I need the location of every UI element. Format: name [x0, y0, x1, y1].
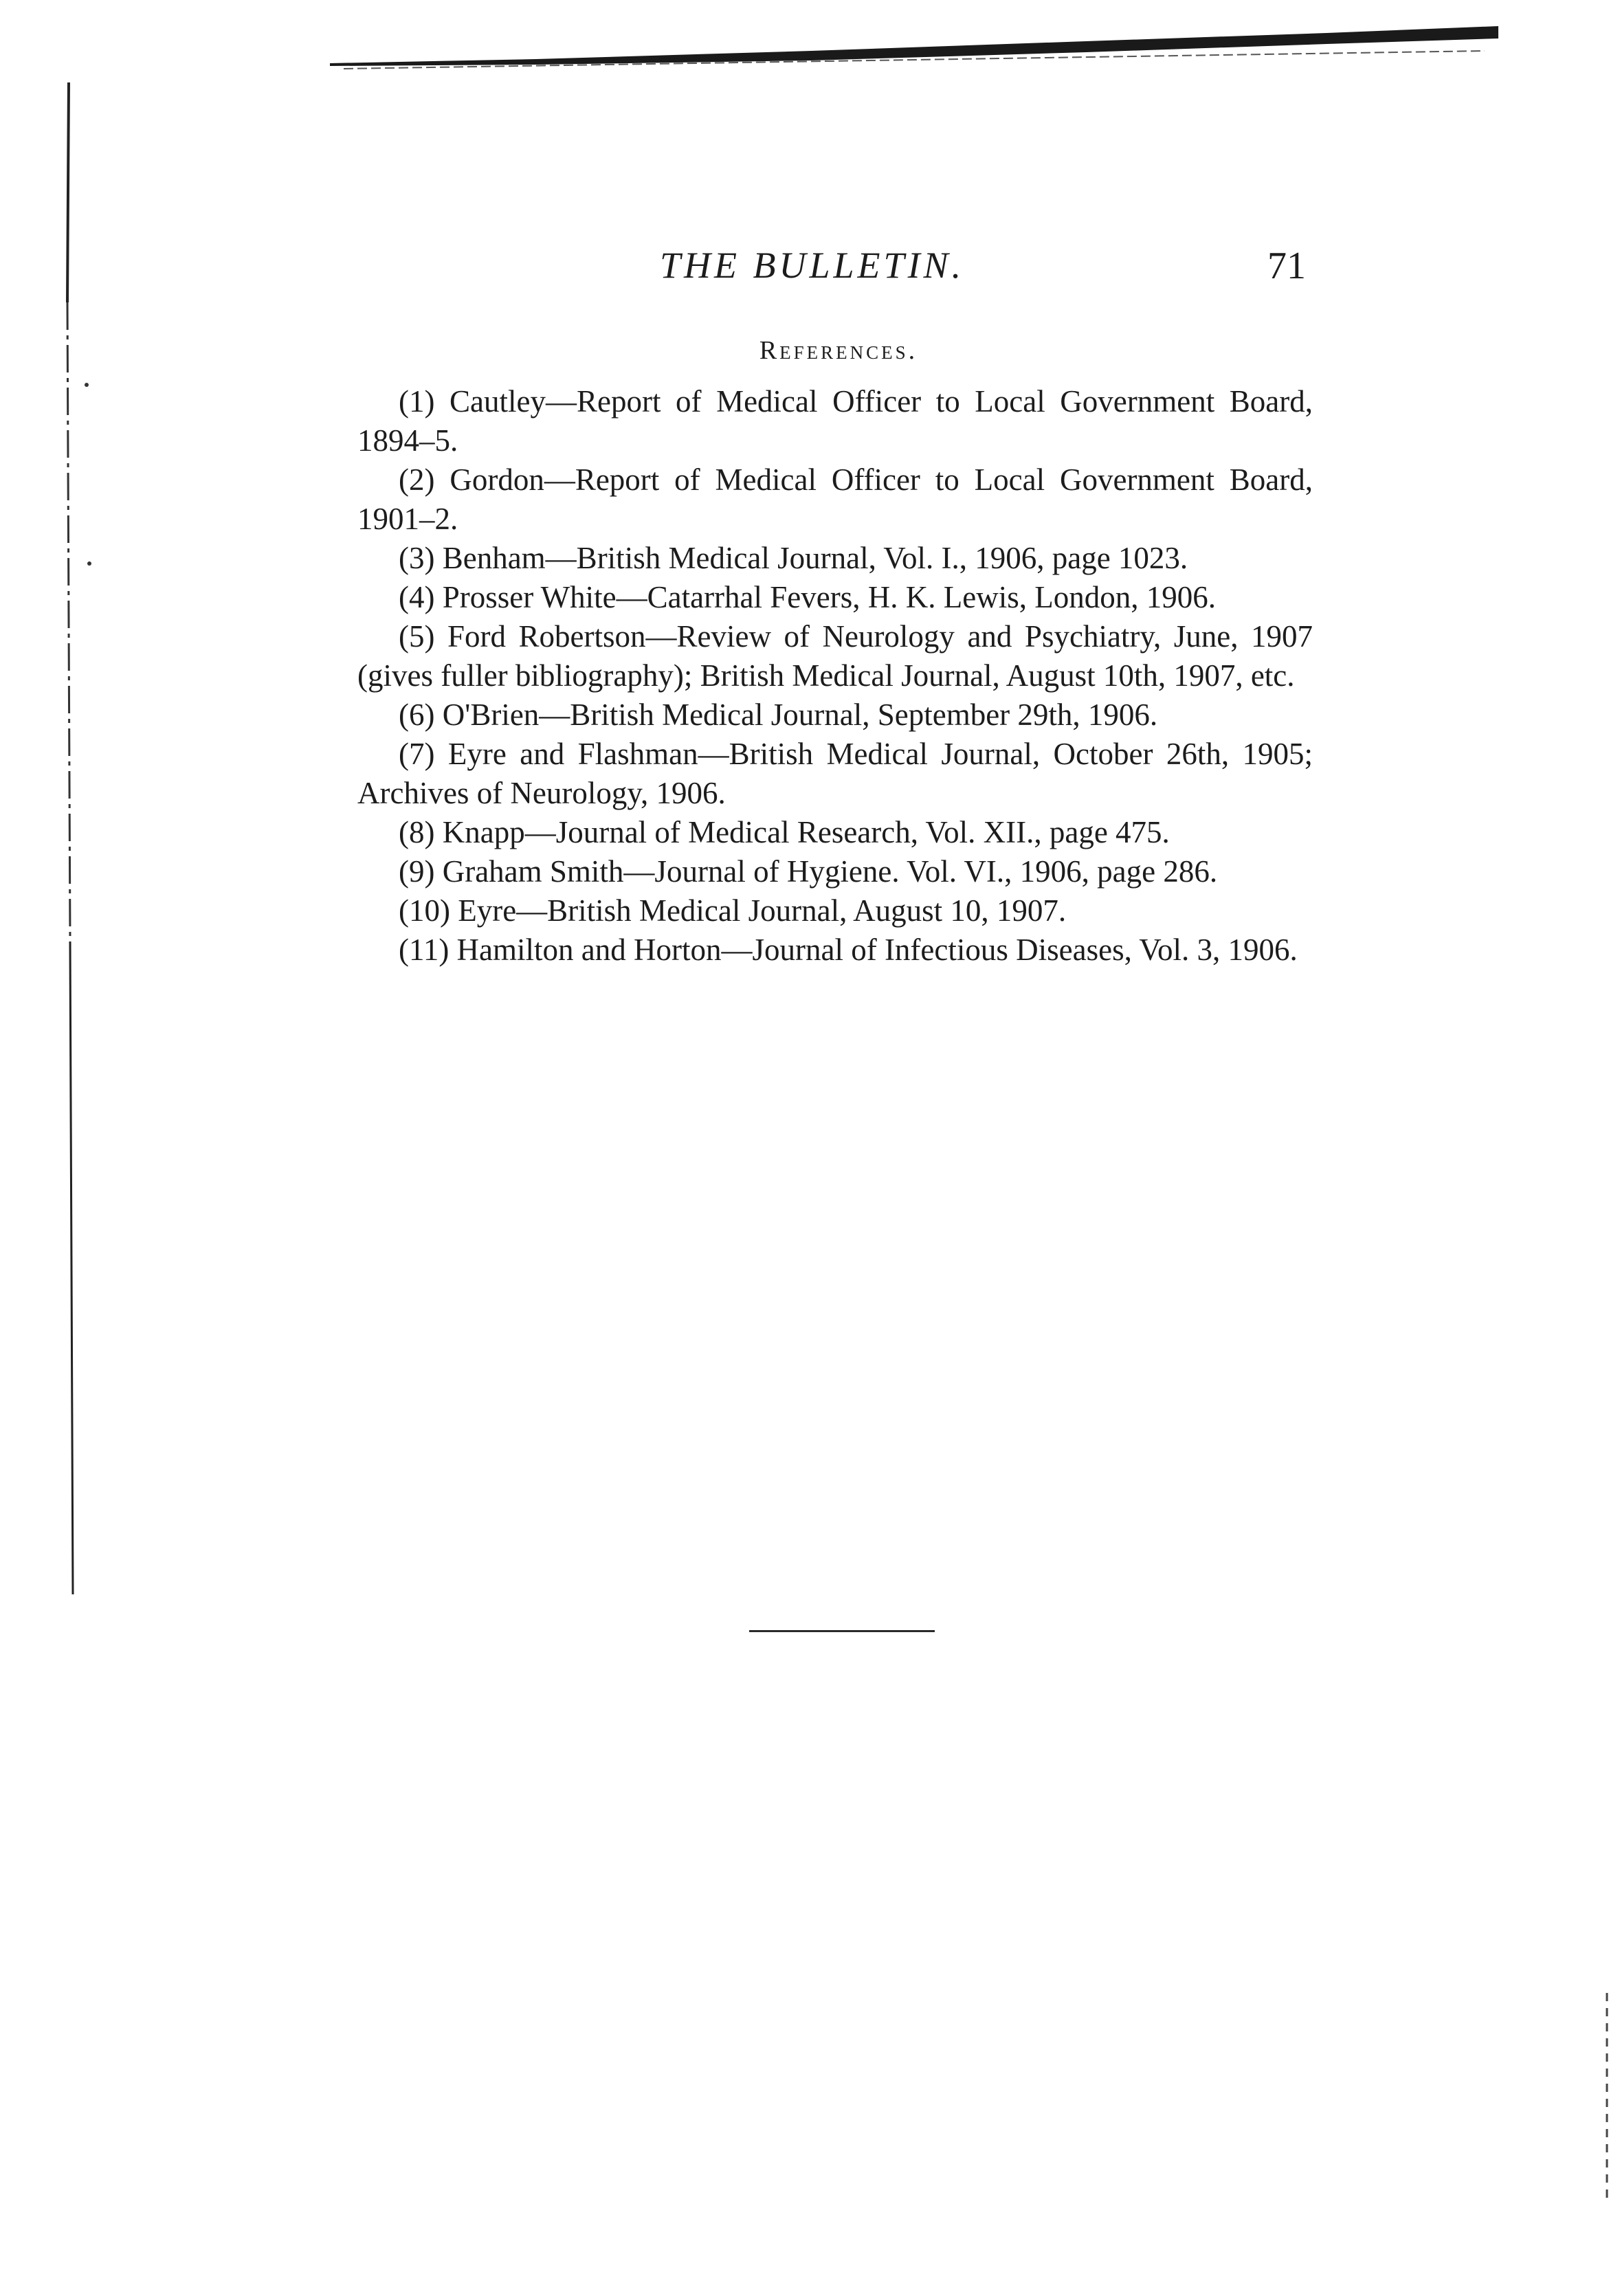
reference-item: (11) Hamilton and Horton—Journal of Infectious Diseases, Vol. 3, 1906. [399, 933, 1298, 967]
running-title: THE BULLETIN. [660, 245, 965, 286]
page-number: 71 [1267, 245, 1306, 287]
reference-item: (8) Knapp—Journal of Medical Research, Vol. XII., page 475. [399, 815, 1170, 849]
reference-item: (5) Ford Robertson—Review of Neurology and Psychiatry, June, 1907 (gives fuller bibliography); British Medical Journal, August 10th, 1907, etc. [357, 619, 1313, 693]
reference-item: (7) Eyre and Flashman—British Medical Journal, October 26th, 1905; Archives of Neurology, 1906. [357, 737, 1313, 810]
section-heading: References. [759, 336, 918, 365]
running-head [357, 244, 1320, 299]
scan-edge-right [1601, 1993, 1615, 2199]
reference-item: (10) Eyre—British Medical Journal, August 10, 1907. [399, 893, 1067, 928]
end-rule-divider [749, 1630, 935, 1632]
reference-list [357, 382, 1313, 970]
reference-item: (2) Gordon—Report of Medical Officer to Local Government Board, 1901–2. [357, 462, 1313, 536]
reference-item: (9) Graham Smith—Journal of Hygiene. Vol. VI., 1906, page 286. [399, 854, 1218, 889]
scan-edge-top [330, 23, 1498, 71]
reference-item: (6) O'Brien—British Medical Journal, September 29th, 1906. [399, 698, 1158, 732]
reference-item: (4) Prosser White—Catarrhal Fevers, H. K. Lewis, London, 1906. [399, 580, 1216, 614]
reference-item: (1) Cautley—Report of Medical Officer to Local Government Board, 1894–5. [357, 384, 1313, 458]
reference-item: (3) Benham—British Medical Journal, Vol. I., 1906, page 1023. [399, 541, 1188, 575]
scan-edge-left [59, 82, 100, 1594]
